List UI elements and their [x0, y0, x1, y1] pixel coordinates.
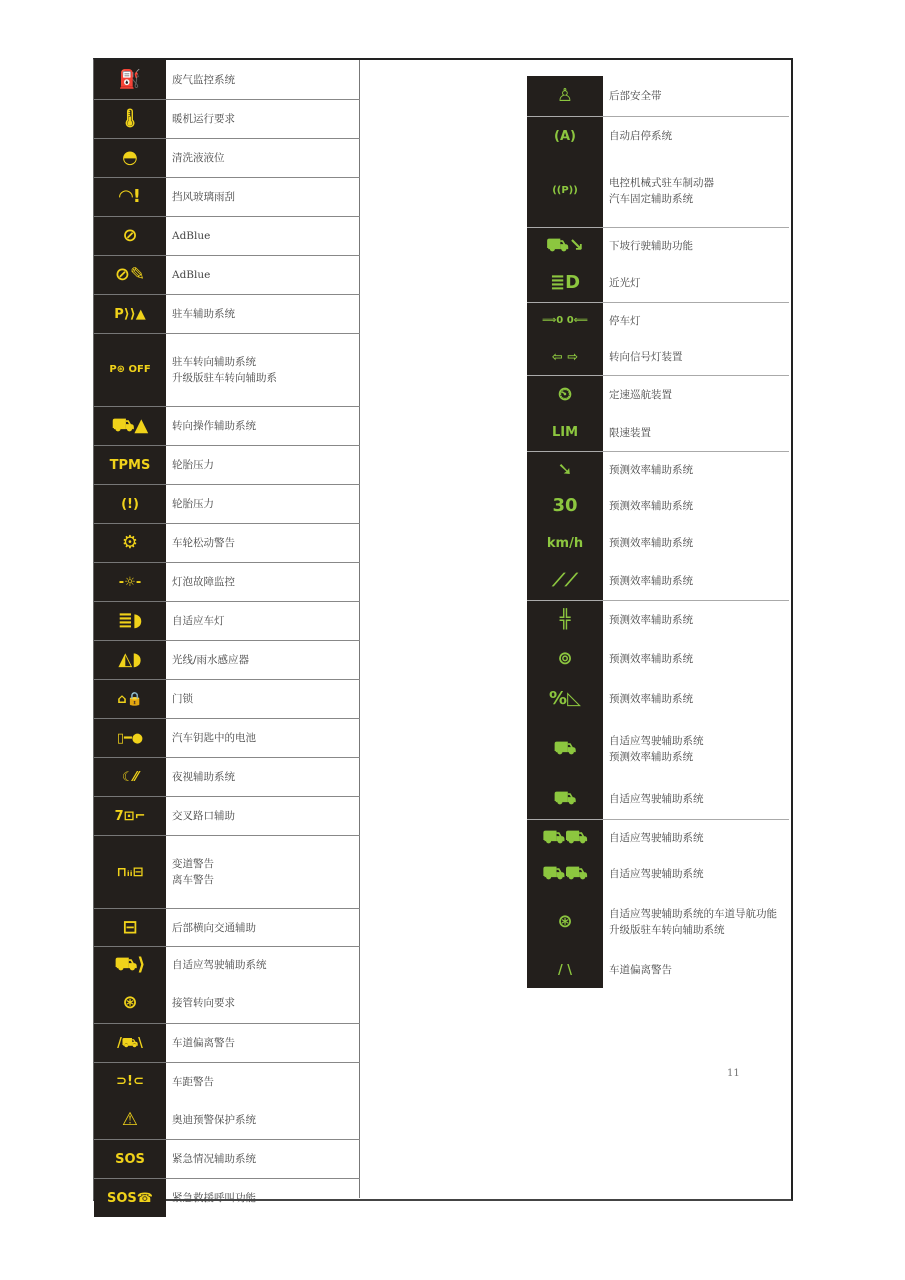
description-text: 门锁	[172, 693, 193, 705]
description-cell	[166, 758, 360, 796]
pre-sense-icon: ⚠	[121, 1108, 139, 1130]
right-table-row	[527, 779, 789, 820]
icon-cell	[527, 719, 603, 779]
adblue-nozzle-icon: ⊘	[122, 225, 138, 246]
description-cell	[166, 139, 360, 177]
description-text: 停车灯	[609, 315, 641, 327]
description-cell	[166, 1063, 360, 1100]
takeover-steering-icon: ⊛	[122, 992, 138, 1013]
left-table-row	[94, 797, 360, 836]
description-text: 预测效率辅助系统	[609, 500, 693, 512]
icon-cell	[527, 779, 603, 819]
right-table-row	[527, 117, 789, 155]
curved-road-icon: ⟋⟋	[552, 570, 578, 591]
kmh-icon: km/h	[546, 535, 584, 551]
icon-cell	[94, 1100, 166, 1140]
description-text: 自适应驾驶辅助系统	[609, 832, 704, 844]
description-text: 升级版驻车转向辅助系统	[609, 924, 725, 936]
description-cell	[166, 446, 360, 484]
icon-cell	[527, 892, 603, 952]
description-text: 车道偏离警告	[609, 964, 672, 976]
icon-cell	[527, 414, 603, 451]
right-table-row	[527, 339, 789, 376]
washer-fluid-icon: ◓	[122, 147, 138, 168]
icon-cell	[94, 407, 166, 446]
icon-cell	[527, 264, 603, 302]
description-cell	[603, 779, 789, 819]
description-cell	[166, 485, 360, 523]
cross-traffic-icon: 7⊡⌐	[114, 808, 146, 824]
description-cell	[166, 1100, 360, 1139]
icon-cell	[527, 376, 603, 414]
left-table-row	[94, 407, 360, 446]
description-text: 变道警告	[172, 858, 214, 870]
icon-cell	[94, 1140, 166, 1179]
night-vision-icon: ☾⁄⁄	[122, 769, 138, 785]
icon-cell	[94, 797, 166, 836]
description-text: 接管转向要求	[172, 997, 235, 1009]
description-text: AdBlue	[172, 230, 211, 242]
icon-cell	[94, 947, 166, 983]
icon-cell	[527, 562, 603, 600]
left-table-row	[94, 1100, 360, 1140]
description-text: 自适应驾驶辅助系统	[609, 868, 704, 880]
description-cell	[603, 76, 789, 116]
icon-cell	[527, 820, 603, 856]
left-table-row	[94, 1179, 360, 1217]
icon-cell	[94, 295, 166, 334]
icon-cell	[94, 758, 166, 797]
description-cell	[603, 601, 789, 639]
description-text: 清洗液液位	[172, 152, 225, 164]
icon-cell	[94, 60, 166, 100]
description-text: 驻车转向辅助系统	[172, 356, 256, 368]
icon-cell	[94, 909, 166, 947]
icon-cell	[94, 524, 166, 563]
left-table-row	[94, 602, 360, 641]
adaptive-light-icon: ≣◗	[117, 610, 143, 631]
roundabout-icon: ⊚	[557, 648, 573, 669]
icon-cell	[94, 334, 166, 407]
description-cell	[166, 100, 360, 138]
icon-cell	[94, 217, 166, 256]
lane-change-warning-icon: ⊓ᵢᵢ⊟	[116, 864, 144, 880]
right-table-row	[527, 601, 789, 639]
description-cell	[603, 856, 789, 892]
description-cell	[166, 797, 360, 835]
right-table-row	[527, 264, 789, 303]
left-table-row	[94, 485, 360, 524]
description-cell	[603, 892, 789, 952]
car-distance-3-icon: ⛟⛟	[542, 863, 588, 884]
description-cell	[603, 952, 789, 988]
description-text: 自适应驾驶辅助系统	[172, 959, 267, 971]
left-table-row	[94, 217, 360, 256]
description-text: 汽车钥匙中的电池	[172, 732, 256, 744]
left-table-row	[94, 139, 360, 178]
low-beam-icon: ≣D	[549, 272, 581, 293]
description-cell	[166, 641, 360, 679]
left-table-row	[94, 563, 360, 602]
icon-cell	[94, 1024, 166, 1063]
description-text: 后部安全带	[609, 90, 662, 102]
left-table-row	[94, 983, 360, 1024]
description-text: 预测效率辅助系统	[609, 653, 693, 665]
right-table-row	[527, 452, 789, 488]
description-text: 转向操作辅助系统	[172, 420, 256, 432]
left-table-row	[94, 719, 360, 758]
icon-cell	[527, 524, 603, 562]
description-cell	[166, 719, 360, 757]
description-cell	[166, 256, 360, 294]
right-table-row	[527, 376, 789, 414]
description-text: 电控机械式驻车制动器	[609, 177, 714, 189]
right-table-row	[527, 303, 789, 339]
hill-descent-icon: ⛟↘	[546, 235, 584, 256]
right-table-row	[527, 76, 789, 117]
left-table-row	[94, 680, 360, 719]
icon-cell	[94, 256, 166, 295]
description-cell	[166, 524, 360, 562]
slope-percent-icon: %◺	[549, 688, 581, 709]
description-cell	[603, 719, 789, 779]
icon-cell	[527, 228, 603, 264]
icon-cell	[94, 719, 166, 758]
left-table-row	[94, 256, 360, 295]
description-cell	[603, 414, 789, 451]
light-rain-sensor-icon: ◭◗	[118, 649, 142, 670]
turn-signal-icon: ⇦ ⇨	[551, 349, 579, 365]
right-table-row	[527, 562, 789, 601]
tpms-icon: TPMS	[109, 457, 151, 473]
description-text: 近光灯	[609, 277, 641, 289]
right-table-row	[527, 820, 789, 856]
description-cell	[603, 339, 789, 375]
icon-cell	[527, 155, 603, 227]
left-table-row	[94, 947, 360, 983]
left-table-row	[94, 60, 360, 100]
car-distance-icon: ⛟	[553, 788, 577, 809]
icon-cell	[94, 178, 166, 217]
description-cell	[166, 836, 360, 908]
description-cell	[603, 303, 789, 339]
door-lock-icon: ⌂🔒	[117, 691, 143, 707]
description-text: 预测效率辅助系统	[609, 693, 693, 705]
icon-cell	[94, 983, 166, 1024]
description-cell	[603, 376, 789, 414]
icon-cell	[94, 446, 166, 485]
steering-assist-icon: ⛟▲	[111, 415, 149, 436]
adaptive-cruise-icon: ⛟⟩	[114, 954, 146, 975]
engine-icon: ⛽	[118, 68, 142, 90]
left-table-row	[94, 446, 360, 485]
description-text: 自适应驾驶辅助系统	[609, 793, 704, 805]
left-table-row	[94, 1024, 360, 1063]
icon-cell	[94, 602, 166, 641]
description-cell	[603, 264, 789, 302]
right-table-row	[527, 679, 789, 719]
front-car-icon: ⛟	[553, 738, 577, 759]
page-number: 11	[727, 1068, 740, 1079]
loose-wheel-icon: ⚙	[121, 532, 139, 553]
cruise-control-icon: ⏲	[557, 384, 573, 405]
description-cell	[603, 117, 789, 155]
parking-light-icon: ⟹0 0⟸	[541, 315, 589, 326]
left-table-row	[94, 1063, 360, 1100]
icon-cell	[527, 679, 603, 719]
sos-car-icon: SOS	[115, 1151, 145, 1167]
icon-cell	[94, 1063, 166, 1100]
description-cell	[603, 488, 789, 524]
description-text: 废气监控系统	[172, 73, 235, 86]
lane-lines-icon: / \	[557, 962, 573, 978]
icon-cell	[527, 76, 603, 116]
description-cell	[166, 983, 360, 1023]
left-table-row	[94, 524, 360, 563]
icon-cell	[527, 117, 603, 155]
description-text: 预测效率辅助系统	[609, 464, 693, 476]
description-text: 车距警告	[172, 1075, 214, 1088]
description-text: 预测效率辅助系统	[609, 751, 693, 763]
rear-seatbelt-icon: ♙	[556, 85, 574, 106]
description-cell	[603, 562, 789, 600]
description-text: 转向信号灯装置	[609, 351, 683, 363]
icon-cell	[527, 303, 603, 339]
description-cell	[166, 217, 360, 255]
description-text: 紧急救援呼叫功能	[172, 1192, 256, 1204]
description-text: 自动启停系统	[609, 130, 672, 142]
icon-cell	[527, 488, 603, 524]
description-text: 挡风玻璃雨刮	[172, 191, 235, 203]
description-text: 预测效率辅助系统	[609, 537, 693, 549]
description-text: 下坡行驶辅助功能	[609, 240, 693, 252]
description-text: 自适应驾驶辅助系统	[609, 735, 704, 747]
left-table-row	[94, 100, 360, 139]
icon-cell	[527, 339, 603, 375]
left-table-row	[94, 909, 360, 947]
tire-pressure-icon: (!)	[121, 496, 139, 512]
adblue-wrench-icon: ⊘✎	[114, 264, 146, 285]
efficiency-road-icon: ➘	[557, 459, 573, 480]
description-cell	[603, 228, 789, 264]
left-table-row	[94, 641, 360, 680]
right-table-row	[527, 414, 789, 452]
description-text: 预测效率辅助系统	[609, 614, 693, 626]
icon-cell	[527, 952, 603, 988]
description-text: 离车警告	[172, 874, 214, 886]
left-column-table	[94, 60, 360, 1217]
description-text: 光线/雨水感应器	[172, 654, 250, 666]
description-cell	[603, 679, 789, 719]
right-column-table	[527, 76, 789, 988]
intersection-icon: ╬	[559, 609, 571, 630]
icon-cell	[94, 680, 166, 719]
description-text: 限速装置	[609, 426, 651, 439]
left-table-row	[94, 1140, 360, 1179]
lane-departure-icon: /⛟\	[117, 1035, 143, 1051]
left-table-row	[94, 178, 360, 217]
icon-cell	[94, 563, 166, 602]
icon-cell	[94, 641, 166, 680]
description-cell	[603, 639, 789, 679]
description-text: 夜视辅助系统	[172, 771, 235, 783]
distance-warning-icon: ⊃!⊂	[116, 1074, 144, 1089]
description-cell	[166, 602, 360, 640]
rear-cross-traffic-icon: ⊟	[122, 916, 138, 938]
right-table-row	[527, 228, 789, 264]
description-cell	[603, 524, 789, 562]
key-battery-icon: ▯━●	[116, 730, 144, 746]
description-text: 紧急情况辅助系统	[172, 1153, 256, 1165]
description-text: 升级版驻车转向辅助系	[172, 372, 277, 384]
description-cell	[166, 295, 360, 333]
description-text: 车道偏离警告	[172, 1037, 235, 1049]
steering-wheel-icon: ⊛	[557, 911, 573, 932]
description-cell	[166, 563, 360, 601]
right-table-row	[527, 155, 789, 228]
description-cell	[166, 909, 360, 946]
description-cell	[603, 452, 789, 488]
electric-parking-brake-icon: ((P))	[552, 185, 578, 196]
description-text: 交叉路口辅助	[172, 810, 235, 822]
right-table-row	[527, 639, 789, 679]
description-cell	[166, 1024, 360, 1062]
description-text: 定速巡航装置	[609, 389, 672, 401]
icon-cell	[94, 139, 166, 178]
description-text: 暖机运行要求	[172, 113, 235, 125]
description-cell	[603, 155, 789, 227]
description-cell	[166, 178, 360, 216]
bulb-failure-icon: -☼-	[118, 574, 142, 590]
left-table-row	[94, 295, 360, 334]
description-text: 自适应驾驶辅助系统的车道导航功能	[609, 908, 777, 920]
auto-start-stop-icon: (A)	[554, 128, 576, 144]
description-cell	[166, 334, 360, 406]
right-table-row	[527, 856, 789, 892]
icon-cell	[527, 856, 603, 892]
car-distance-2-icon: ⛟⛟	[542, 827, 588, 848]
description-text: AdBlue	[172, 269, 211, 281]
description-text: 车轮松动警告	[172, 537, 235, 549]
left-table-row	[94, 836, 360, 909]
description-cell	[166, 60, 360, 99]
icon-cell	[527, 452, 603, 488]
description-cell	[166, 1140, 360, 1178]
icon-cell	[94, 836, 166, 909]
sos-call-icon: SOS☎	[107, 1190, 153, 1206]
right-table-row	[527, 488, 789, 524]
left-table-row	[94, 334, 360, 407]
description-text: 后部横向交通辅助	[172, 921, 256, 934]
description-cell	[166, 947, 360, 983]
description-text: 奥迪预警保护系统	[172, 1113, 256, 1126]
coolant-thermometer-icon: 🌡	[118, 108, 142, 129]
icon-cell	[527, 639, 603, 679]
right-table-row	[527, 524, 789, 562]
description-cell	[166, 680, 360, 718]
description-text: 自适应车灯	[172, 615, 225, 627]
description-text: 汽车固定辅助系统	[609, 193, 693, 205]
icon-cell	[527, 601, 603, 639]
left-table-row	[94, 758, 360, 797]
icon-cell	[94, 1179, 166, 1217]
windshield-wiper-warning-icon: ◠!	[118, 186, 142, 207]
description-cell	[166, 407, 360, 445]
description-text: 驻车辅助系统	[172, 308, 235, 320]
parking-aid-icon: P⟩⟩▲	[114, 306, 146, 322]
right-table-row	[527, 952, 789, 988]
icon-cell	[94, 100, 166, 139]
right-table-row	[527, 892, 789, 952]
description-text: 轮胎压力	[172, 459, 214, 471]
park-steer-off-icon: P⊛ OFF	[109, 364, 151, 375]
icon-cell	[94, 485, 166, 524]
description-text: 灯泡故障监控	[172, 576, 235, 588]
speed-limiter-icon: LIM	[551, 425, 579, 440]
description-cell	[603, 820, 789, 856]
right-table-row	[527, 719, 789, 779]
description-text: 轮胎压力	[172, 498, 214, 510]
description-cell	[166, 1179, 360, 1217]
description-text: 预测效率辅助系统	[609, 575, 693, 587]
speed-limit-30-icon: 30	[552, 495, 578, 516]
